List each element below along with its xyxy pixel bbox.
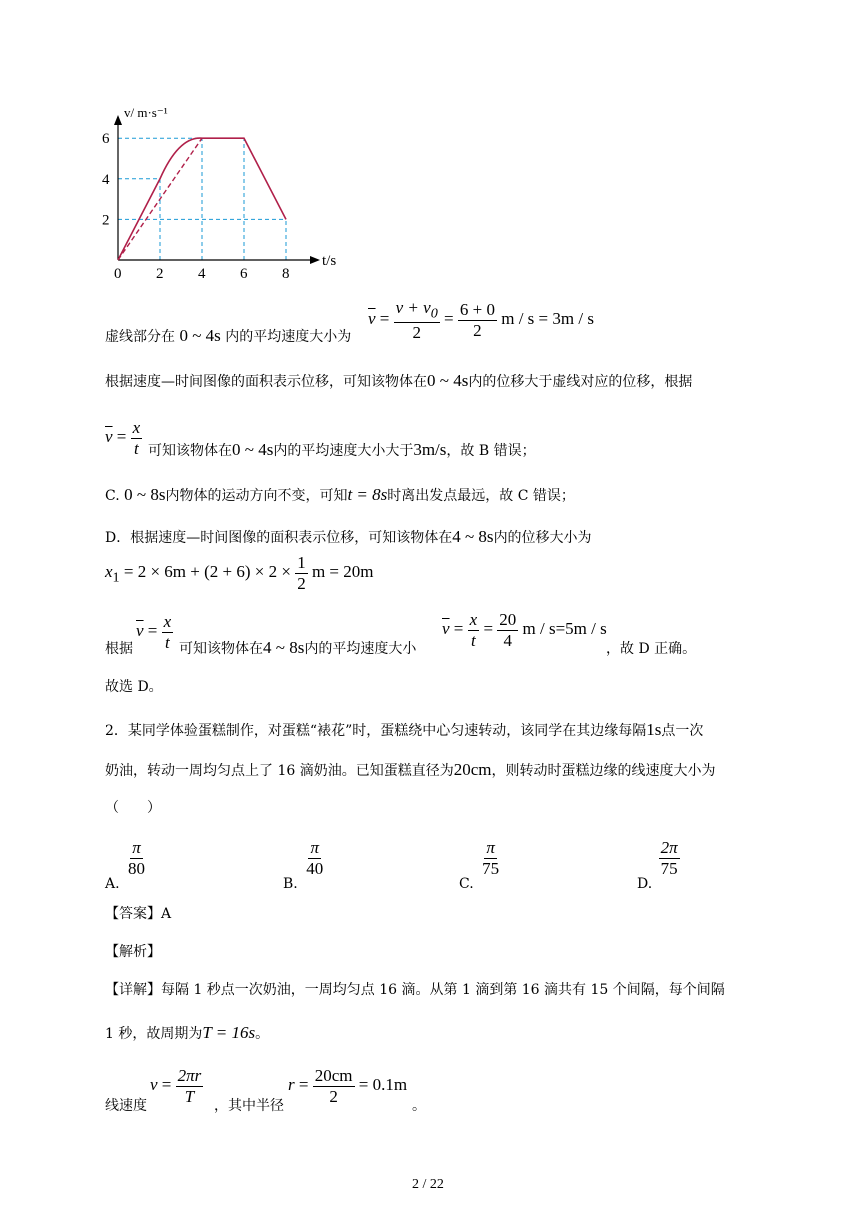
y-axis-label: v/ m·s⁻¹: [124, 105, 168, 120]
detail-line-2: [105, 1023, 269, 1043]
y-axis-arrow: [114, 115, 122, 125]
line-7-b: [179, 638, 416, 658]
x-axis-arrow: [310, 256, 320, 264]
guide-lines: [118, 138, 286, 260]
text: 内的平均速度大小为: [225, 329, 352, 345]
answer: [105, 903, 171, 923]
line-5: [105, 527, 592, 547]
text: 奶油，转动一周均匀点上了 16 滴奶油。已知蛋糕直径为: [105, 763, 454, 779]
fraction-numerator: π: [310, 838, 319, 857]
option-letter: C.: [459, 876, 474, 893]
fraction-denominator: 75: [482, 858, 500, 878]
text: 【解析】: [105, 944, 161, 960]
detail-line-3-c: [412, 1095, 426, 1115]
value: 20cm: [453, 760, 492, 779]
formula-displacement: $x_1 = 2 \times 6m + (2 + 6) \times 2$ × $\frac{1}{2}$ m = 20m: [105, 553, 374, 593]
text: 可知该物体在: [148, 443, 232, 459]
formula-average-velocity-2: $\overline{v}$ = $\frac{x}{t}$ = $\frac{20}{4}$ m / s=5m / s: [442, 610, 607, 650]
formula-v-x-t: $\overline{v}$ = $\frac{x}{t}$: [105, 418, 141, 458]
x-tick-label: 2: [156, 266, 164, 282]
time-range: 0 ~ 4s: [427, 371, 469, 390]
velocity-curve: [118, 138, 286, 260]
text: 1 秒，故周期为: [105, 1026, 203, 1042]
text: 可知该物体在: [179, 641, 263, 657]
fraction-numerator: π: [486, 838, 495, 857]
text: 内物体的运动方向不变，可知: [165, 488, 348, 504]
velocity-time-graph: [100, 105, 360, 285]
text: 点一次: [661, 723, 704, 739]
text: 。: [412, 1098, 426, 1114]
line-7-c: [606, 638, 696, 658]
line-2: [105, 371, 692, 391]
x-tick-label: 4: [198, 266, 206, 282]
text: 内的位移大小为: [493, 530, 592, 546]
data-series: [118, 138, 286, 260]
axes: [114, 115, 320, 264]
option-d[interactable]: [637, 838, 680, 893]
option-a[interactable]: [105, 838, 147, 893]
option-letter: D.: [637, 876, 653, 893]
fraction-denominator: 40: [306, 858, 324, 878]
line-1: [105, 326, 351, 346]
formula-average-velocity: $\overline{v}$ = $\frac{v + v_0}{2}$ = $\frac{6 + 0}{2}$ m / s = 3m / s: [368, 298, 594, 342]
formula-linear-velocity: v = $\frac{2\pi r}{T}$: [150, 1066, 202, 1106]
detail-line-3-b: [214, 1095, 284, 1115]
question-2-line-3: [105, 797, 161, 817]
time-range: 0 ~ 4s: [232, 440, 274, 459]
time-range: 4 ~ 8s: [452, 527, 494, 546]
time-range: 0 ~ 4s: [179, 326, 221, 345]
text: 内的平均速度大小: [304, 641, 417, 657]
x-axis-label: t/s: [322, 253, 337, 269]
text: ，故 B 错误；: [446, 443, 536, 459]
x-tick-label: 8: [282, 266, 290, 282]
text: 2．某同学体验蛋糕制作，对蛋糕“裱花”时，蛋糕绕中心匀速转动，该同学在其边缘每隔: [105, 723, 647, 739]
period-value: T = 16s: [202, 1023, 256, 1042]
time-range: 4 ~ 8s: [263, 638, 305, 657]
value: 1s: [646, 720, 662, 739]
page-number-text: 2 / 22: [412, 1177, 444, 1192]
fraction-denominator: 80: [128, 858, 146, 878]
line-7-a: [105, 638, 133, 658]
line-4: [105, 485, 575, 505]
text: D．根据速度—时间图像的面积表示位移，可知该物体在: [105, 530, 453, 546]
conclusion: [105, 676, 163, 696]
detail-line-3-a: [105, 1095, 147, 1115]
fraction-numerator: π: [132, 838, 141, 857]
text: （ ）: [105, 800, 161, 816]
question-2-line-1: [105, 720, 703, 740]
time-value: t = 8s: [347, 485, 388, 504]
text: 虚线部分在: [105, 329, 175, 345]
y-tick-label: 6: [102, 131, 110, 148]
dashed-line: [118, 138, 202, 260]
analysis-heading: [105, 941, 161, 961]
option-c[interactable]: [459, 838, 501, 893]
option-letter: C.: [105, 488, 120, 504]
formula-radius: r = $\frac{20cm}{2}$ = 0.1m: [288, 1066, 408, 1106]
option-letter: B.: [283, 876, 298, 893]
detail-line-1: [105, 979, 725, 999]
y-tick-label: 4: [102, 171, 110, 188]
fraction-numerator: 2π: [660, 838, 678, 857]
line-3: [148, 440, 536, 460]
formula-v-x-t-2: $\overline{v}$ = $\frac{x}{t}$: [136, 612, 172, 652]
text: 内的位移大于虚线对应的位移，根据: [468, 374, 693, 390]
text: ，则转动时蛋糕边缘的线速度大小为: [491, 763, 716, 779]
x-tick-label: 0: [114, 266, 122, 282]
text: 故选 D。: [105, 679, 163, 695]
value: 3m/s: [413, 440, 447, 459]
text: 内的平均速度大小大于: [273, 443, 414, 459]
option-letter: A.: [105, 876, 120, 893]
x-tick-label: 6: [240, 266, 248, 282]
option-b[interactable]: [283, 838, 325, 893]
fraction-denominator: 75: [660, 858, 678, 878]
text: ，其中半径: [214, 1098, 284, 1114]
y-tick-label: 2: [102, 212, 110, 229]
page-number: [412, 1177, 444, 1193]
text: 。: [255, 1026, 270, 1042]
question-2-line-2: [105, 760, 716, 780]
text: 线速度: [105, 1098, 147, 1114]
text: ，故 D 正确。: [606, 641, 697, 657]
text: 【答案】A: [105, 906, 172, 922]
time-range: 0 ~ 8s: [124, 485, 166, 504]
text: 根据速度—时间图像的面积表示位移，可知该物体在: [105, 374, 427, 390]
text: 时离出发点最远，故 C 错误；: [387, 488, 575, 504]
text: 【详解】每隔 1 秒点一次奶油，一周均匀点 16 滴。从第 1 滴到第 16 滴共有 15 个间隔，每个间隔: [105, 982, 725, 998]
tick-labels: [102, 105, 336, 282]
text: 根据: [105, 641, 133, 657]
